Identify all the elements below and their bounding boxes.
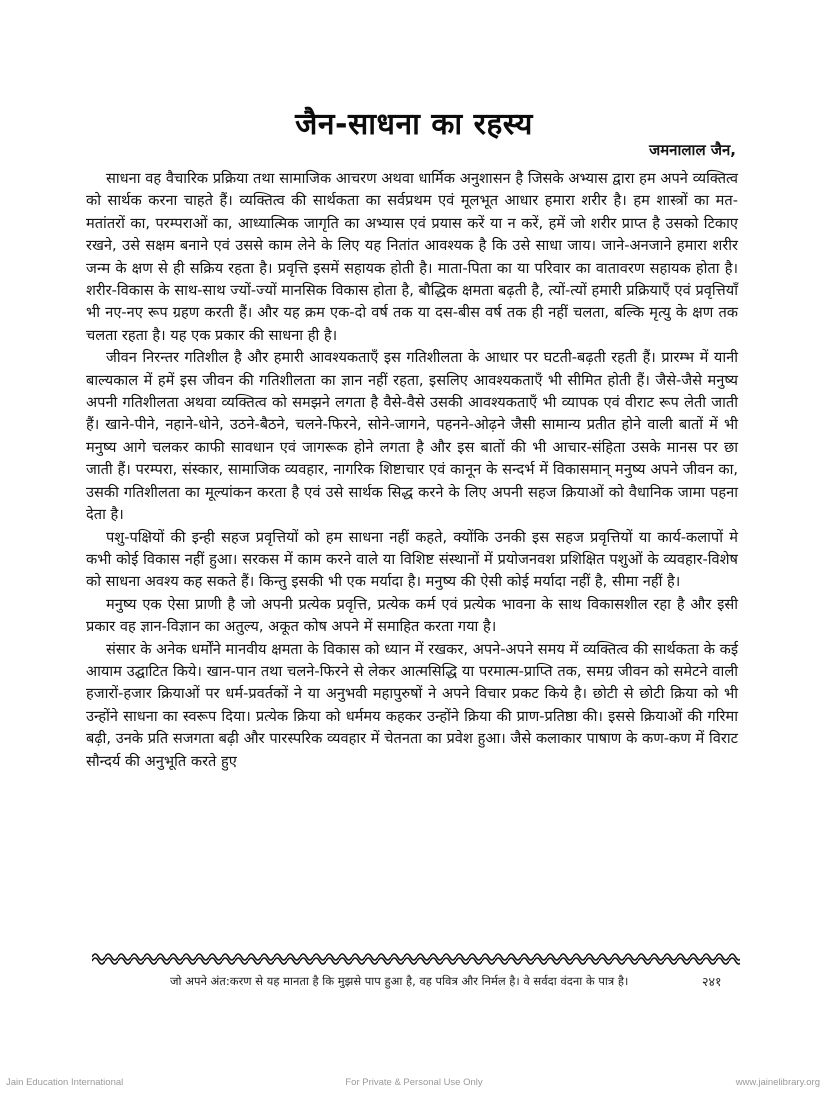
article-author: जमनालाल जैन, xyxy=(649,141,736,159)
paragraph: मनुष्य एक ऐसा प्राणी है जो अपनी प्रत्येक प्रवृत्ति, प्रत्येक कर्म एवं प्रत्येक भावना के साथ विकासशील रहा है और इसी प्रकार वह ज्ञान-विज्ञान का अतुल्य, अकूत कोष अपने में समाहित करता गया है। xyxy=(86,595,738,636)
wavy-divider xyxy=(92,948,740,970)
page-number: २४१ xyxy=(702,974,722,989)
footer-quote: जो अपने अंत:करण से यह मानता है कि मुझसे पाप हुआ है, वह पवित्र और निर्मल है। वे सर्वदा वंदना के पात्र है। xyxy=(170,974,629,988)
paragraph: संसार के अनेक धर्मोंने मानवीय क्षमता के विकास को ध्यान में रखकर, अपने-अपने समय में व्यक्तित्व की सार्थकता के कई आयाम उद्घाटित किये। खान-पान तथा चलने-फिरने से लेकर आत्मसिद्धि या परमात्म-प्राप्ति तक, समग्र जीवन को समेटने वाली हजारों-हजार क्रियाओं पर धर्म-प्रवर्तकों ने या अनुभवी महापुरुषों ने अपने विचार प्रकट किये है। छोटी से छोटी क्रिया को भी उन्होंने साधना का स्वरूप दिया। प्रत्येक क्रिया को धर्ममय कहकर उन्होंने क्रिया की प्राण-प्रतिष्ठा की। इससे क्रियाओं की गरिमा बढ़ी, उनके प्रति सजगता बढ़ी और पारस्परिक व्यवहार में चेतनता का प्रवेश हुआ। जैसे कलाकार पाषाण के कण-कण में विराट सौन्दर्य की अनुभूति करते हुए xyxy=(86,640,738,770)
watermark-publisher: Jain Education International xyxy=(6,1077,124,1088)
article-body xyxy=(86,168,738,773)
watermark-usage: For Private & Personal Use Only xyxy=(345,1077,483,1088)
paragraph: पशु-पक्षियों की इन्ही सहज प्रवृत्तियों को हम साधना नहीं कहते, क्योंकि उनकी इस सहज प्रवृत्तियों या कार्य-कलापों मे कभी कोई विकास नहीं हुआ। सरकस में काम करने वाले या विशिष्ट संस्थानों में प्रयोजनवश प्रशिक्षित पशुओं के व्यवहार-विशेष को साधना अवश्य कह सकते हैं। किन्तु इसकी भी एक मर्यादा है। मनुष्य की ऐसी कोई मर्यादा नहीं है, सीमा नहीं है। xyxy=(86,528,738,591)
article-title: जैन-साधना का रहस्य xyxy=(295,107,533,142)
paragraph: जीवन निरन्तर गतिशील है और हमारी आवश्यकताएँ इस गतिशीलता के आधार पर घटती-बढ़ती रहती हैं। प्रारम्भ में यानी बाल्यकाल में हमें इस जीवन की गतिशीलता का ज्ञान नहीं रहता, इसलिए आवश्यकताएँ भी सीमित होती हैं। जैसे-जैसे मनुष्य अपनी गतिशीलता अथवा व्यक्तित्व को समझने लगता है वैसे-वैसे उसकी आवश्यकताएँ भी व्यापक एवं वीराट रूप लेती जाती हैं। खाने-पीने, नहाने-धोने, उठने-बैठने, चलने-फिरने, सोने-जागने, पहनने-ओढ़ने जैसी सामान्य प्रतीत होने वाली बातों में भी मनुष्य आगे चलकर काफी सावधान एवं जागरूक होने लगता है और इस बातों की भी आचार-संहिता उसके मानस पर छा जाती हैं। परम्परा, संस्कार, सामाजिक व्यवहार, नागरिक शिष्टाचार एवं कानून के सन्दर्भ में विकासमान् मनुष्य अपने जीवन का, उसकी गतिशीलता का मूल्यांकन करता है एवं उसे सार्थक सिद्ध करने के लिए अपनी सहज क्रियाओं को वैधानिक जामा पहना देता है। xyxy=(86,349,738,524)
paragraph: साधना वह वैचारिक प्रक्रिया तथा सामाजिक आचरण अथवा धार्मिक अनुशासन है जिसके अभ्यास द्वारा हम अपने व्यक्तित्व को सार्थक करना चाहते हैं। व्यक्तित्व की सार्थकता का सर्वप्रथम एवं मूलभूत आधार हमारा शरीर है। हम शास्त्रों का मत-मतांतरों का, परम्पराओं का, आध्यात्मिक जागृति का अभ्यास एवं प्रयास करें या न करें, हमें जो शरीर प्राप्त है उसको टिकाए रखने, उसे सक्षम बनाने एवं उससे काम लेने के लिए यह नितांत आवश्यक है कि उसे साधा जाय। जाने-अनजाने हमारा शरीर जन्म के क्षण से ही सक्रिय रहता है। प्रवृत्ति इसमें सहायक होती है। माता-पिता का या परिवार का वातावरण सहायक होता है। शरीर-विकास के साथ-साथ ज्यों-ज्यों मानसिक विकास होता है, बौद्धिक क्षमता बढ़ती है, त्यों-त्यों हमारी प्रक्रियाएँ एवं प्रवृत्तियाँ भी नए-नए रूप ग्रहण करती हैं। और यह क्रम एक-दो वर्ष तक या दस-बीस वर्ष तक ही नहीं चलता, बल्कि मृत्यु के क्षण तक चलता रहता है। यह एक प्रकार की साधना ही है। xyxy=(86,170,738,344)
watermark-website-link[interactable]: www.jainelibrary.org xyxy=(735,1077,820,1088)
